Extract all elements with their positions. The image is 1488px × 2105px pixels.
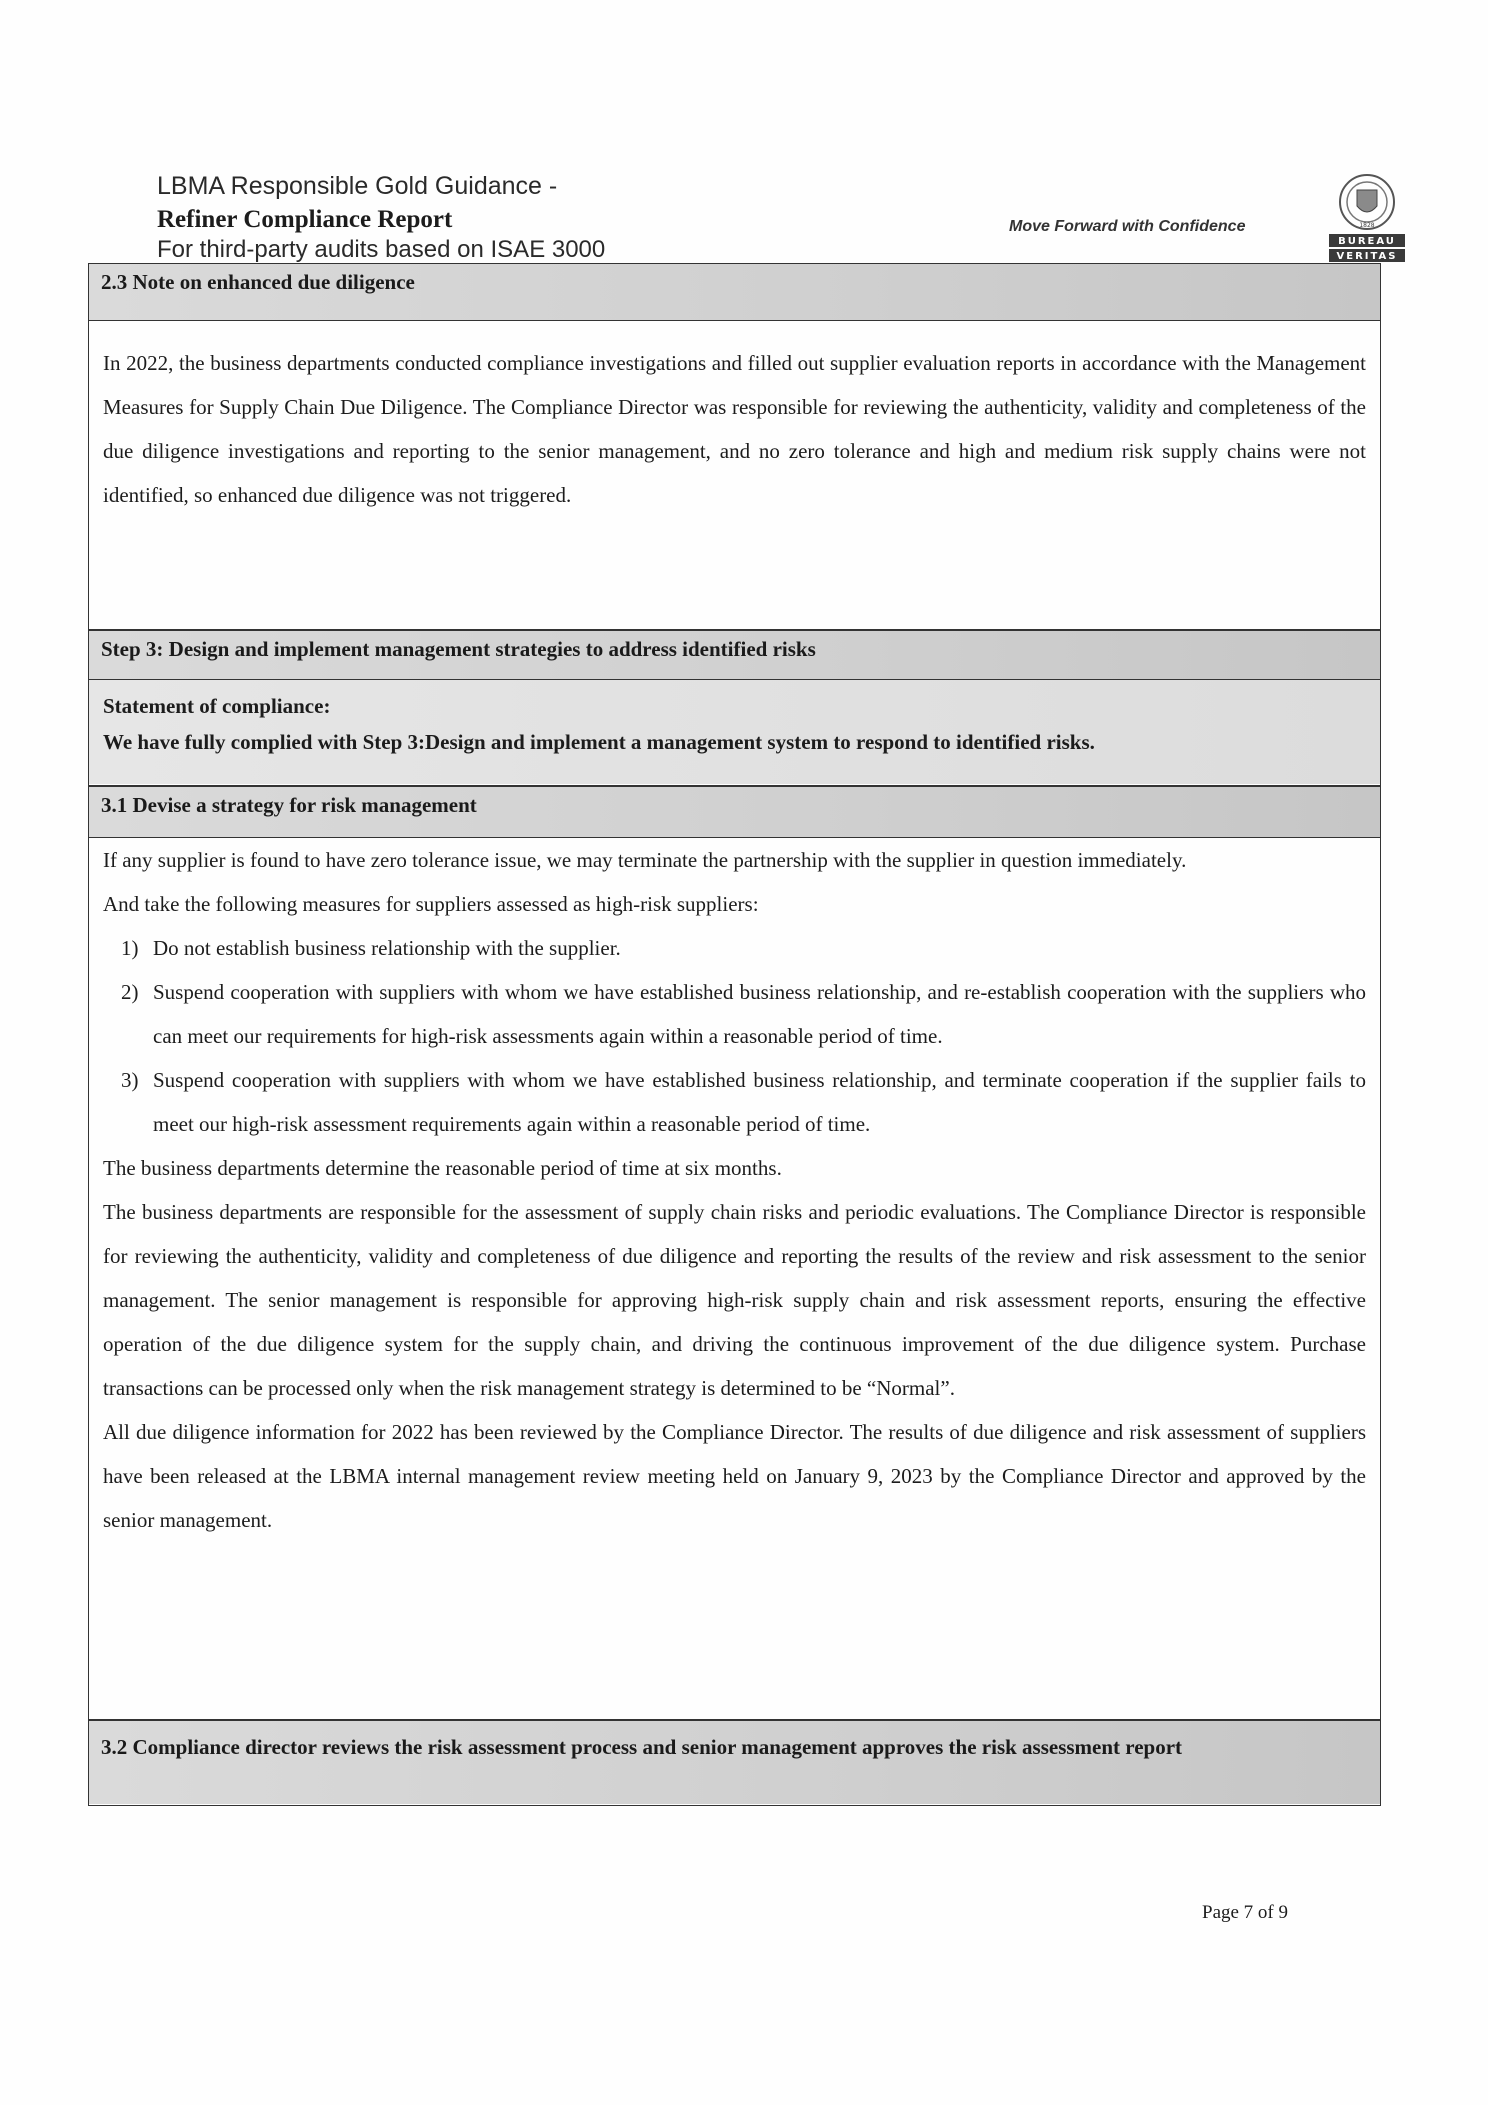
list-item-text: Suspend cooperation with suppliers with whom we have established business relationship, and terminate cooperation if the supplier fails to meet our high-risk assessment requirements again within a reasonable period of time.	[153, 1068, 1366, 1136]
list-item-text: Suspend cooperation with suppliers with whom we have established business relationship, and re-establish cooperation with the suppliers who can meet our requirements for high-risk assessments again within a reasonable period of time.	[153, 980, 1366, 1048]
step-3-title: Step 3: Design and implement management strategies to address identified risks	[89, 631, 1380, 679]
paragraph: All due diligence information for 2022 has been reviewed by the Compliance Director. The results of due diligence and risk assessment of suppliers have been released at the LBMA internal management review meeting held on January 9, 2023 by the Compliance Director and approved by the senior management.	[103, 1420, 1366, 1532]
list-item-text: Do not establish business relationship with the supplier.	[153, 936, 621, 960]
list-item	[103, 970, 1366, 1058]
list-item-number: 3)	[121, 1068, 139, 1092]
statement-label: Statement of compliance:	[103, 694, 331, 718]
list-item	[103, 1058, 1366, 1146]
paragraph: And take the following measures for suppliers assessed as high-risk suppliers:	[103, 892, 759, 916]
paragraph: The business departments are responsible for the assessment of supply chain risks and periodic evaluations. The Compliance Director is responsible for reviewing the authenticity, validity and completeness of due diligence and reporting the results of the review and risk assessment to the senior management. The senior management is responsible for approving high-risk supply chain and risk assessment reports, ensuring the effective operation of the due diligence system for the supply chain, and driving the continuous improvement of the due diligence system. Purchase transactions can be processed only when the risk management strategy is determined to be “Normal”.	[103, 1200, 1366, 1400]
paragraph: If any supplier is found to have zero tolerance issue, we may terminate the partnership with the supplier in question immediately.	[103, 848, 1187, 872]
section-3-1-body	[89, 837, 1380, 1542]
header-subtitle: For third-party audits based on ISAE 3000	[157, 236, 606, 263]
section-3-2-title: 3.2 Compliance director reviews the risk assessment process and senior management approves the risk assessment report	[89, 1721, 1380, 1804]
list-item	[103, 926, 1366, 970]
list-item-number: 1)	[121, 936, 139, 960]
section-3-2	[88, 1720, 1381, 1806]
section-2-3-title: 2.3 Note on enhanced due diligence	[89, 264, 1380, 320]
section-3-1	[88, 786, 1381, 1720]
header-report-title: Refiner Compliance Report	[157, 206, 453, 233]
header-tagline: Move Forward with Confidence	[1009, 218, 1246, 235]
svg-text:BUREAU: BUREAU	[1338, 236, 1396, 247]
page-header	[157, 172, 1427, 264]
header-guidance-title: LBMA Responsible Gold Guidance -	[157, 172, 558, 200]
svg-text:VERITAS: VERITAS	[1336, 251, 1398, 262]
list-item-number: 2)	[121, 980, 139, 1004]
step-3-section	[88, 630, 1381, 786]
section-2-3-body	[89, 320, 1380, 517]
svg-text:1828: 1828	[1359, 222, 1375, 229]
section-3-1-title: 3.1 Devise a strategy for risk management	[89, 787, 1380, 837]
statement-text: We have fully complied with Step 3:Design and implement a management system to respond to identified risks.	[103, 730, 1095, 754]
bureau-veritas-logo	[1327, 172, 1407, 264]
page-number: Page 7 of 9	[1202, 1902, 1289, 1923]
paragraph: The business departments determine the reasonable period of time at six months.	[103, 1156, 782, 1180]
section-2-3-text: In 2022, the business departments conducted compliance investigations and filled out supplier evaluation reports in accordance with the Management Measures for Supply Chain Due Diligence. The Compliance Director was responsible for reviewing the authenticity, validity and completeness of the due diligence investigations and reporting to the senior management, and no zero tolerance and high and medium risk supply chains were not identified, so enhanced due diligence was not triggered.	[103, 351, 1366, 507]
statement-of-compliance	[89, 679, 1380, 784]
section-2-3	[88, 263, 1381, 630]
